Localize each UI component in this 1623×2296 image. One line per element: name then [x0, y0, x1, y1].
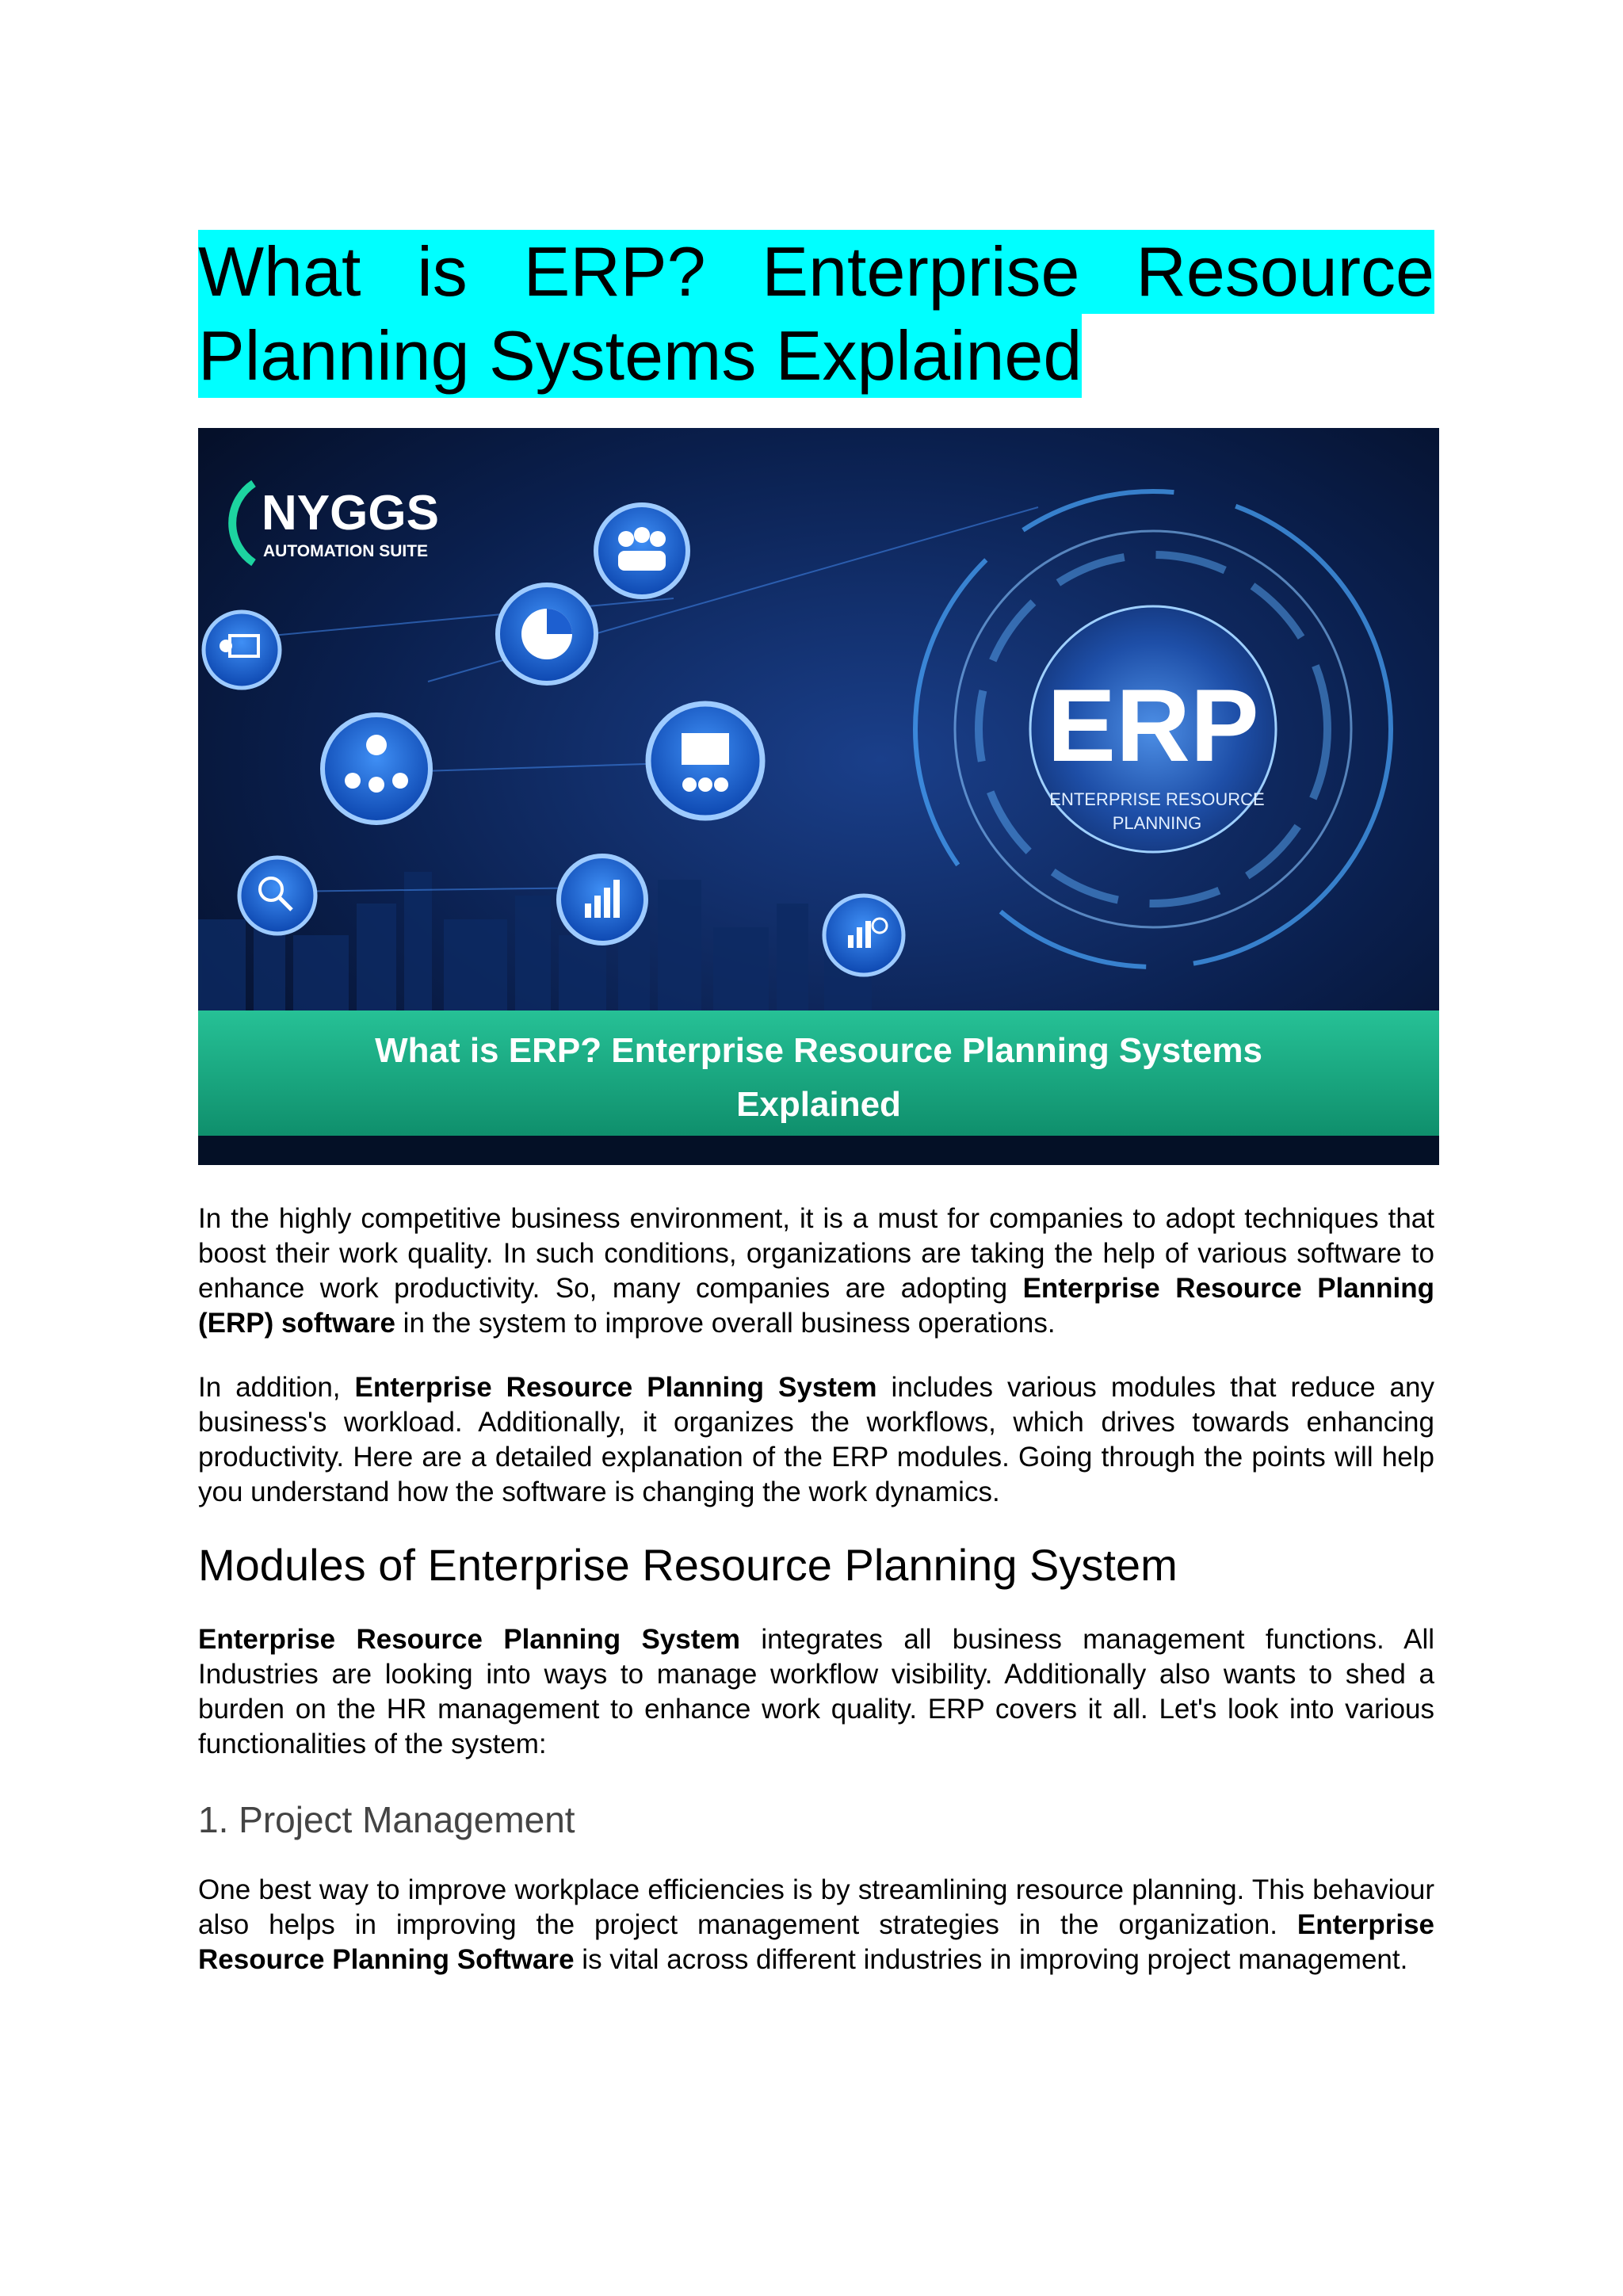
- title-word: Enterprise: [762, 232, 1080, 311]
- banner-line-2: Explained: [736, 1085, 901, 1124]
- modules-heading: Modules of Enterprise Resource Planning System: [198, 1540, 1178, 1590]
- pie-chart-icon: [498, 585, 596, 683]
- hero-image: [198, 428, 1439, 1165]
- project-management-heading: 1. Project Management: [198, 1799, 575, 1840]
- project-bold: Enterprise Resource Planning Software: [198, 1909, 1434, 1975]
- intro-paragraph-2: [198, 1370, 1434, 1510]
- project-text: One best way to improve workplace efficiencies is by streamlining resource planning. This behaviour also helps in improving the project management strategies in the organization.: [198, 1874, 1434, 1940]
- title-word: Resource: [1136, 232, 1434, 311]
- settings-search-icon: [239, 858, 315, 934]
- title-word: is: [417, 232, 468, 311]
- page-title: [198, 230, 1434, 398]
- modules-text: integrates all business management functions. All Industries are looking into ways to manage workflow visibility. Additionally also wants to shed a burden on the HR management to enhance work quality. ERP covers it all. Let's look into various functionalities of the system:: [198, 1624, 1434, 1759]
- modules-bold: Enterprise Resource Planning System: [198, 1624, 740, 1655]
- erp-sub-2: PLANNING: [1112, 813, 1202, 833]
- banner-line-1: What is ERP? Enterprise Resource Planning Systems: [375, 1031, 1262, 1070]
- presenter-icon: [204, 612, 280, 688]
- title-word: What: [198, 232, 361, 311]
- modules-paragraph: [198, 1622, 1434, 1762]
- intro-p1-text-end: in the system to improve overall business operations.: [395, 1308, 1056, 1339]
- team-icon: [596, 505, 688, 597]
- title-word: ERP?: [523, 232, 706, 311]
- bar-chart-icon: [559, 856, 646, 943]
- project-paragraph: [198, 1873, 1434, 1977]
- title-line-1: [198, 230, 1434, 314]
- intro-p2-text-end: includes various modules that reduce any business's workload. Additionally, it organizes the workflows, which drives towards enhancing productivity. Here are a detailed explanation of the ERP modules. Going through the points will help you understand how the software is changing the work dynamics.: [198, 1372, 1434, 1507]
- presentation-icon: [648, 704, 762, 818]
- analytics-icon: [824, 896, 903, 975]
- intro-p2-bold: Enterprise Resource Planning System: [354, 1372, 877, 1403]
- intro-p1-bold: Enterprise Resource Planning (ERP) software: [198, 1273, 1434, 1339]
- title-line-2: Planning Systems Explained: [198, 314, 1082, 398]
- project-text-end: is vital across different industries in improving project management.: [574, 1944, 1408, 1975]
- nyggs-logo: [232, 483, 439, 563]
- logo-name: NYGGS: [262, 486, 439, 541]
- people-network-icon: [323, 715, 430, 823]
- intro-p2-text: In addition,: [198, 1372, 355, 1403]
- erp-label: ERP: [1047, 667, 1259, 783]
- logo-tagline: AUTOMATION SUITE: [263, 542, 429, 560]
- erp-sub-1: ENTERPRISE RESOURCE: [1049, 789, 1265, 809]
- intro-p1-text: In the highly competitive business environment, it is a must for companies to adopt techniques that boost their work quality. In such conditions, organizations are taking the help of various software to enhance work productivity. So, many companies are adopting: [198, 1203, 1434, 1304]
- intro-paragraph-1: [198, 1201, 1434, 1341]
